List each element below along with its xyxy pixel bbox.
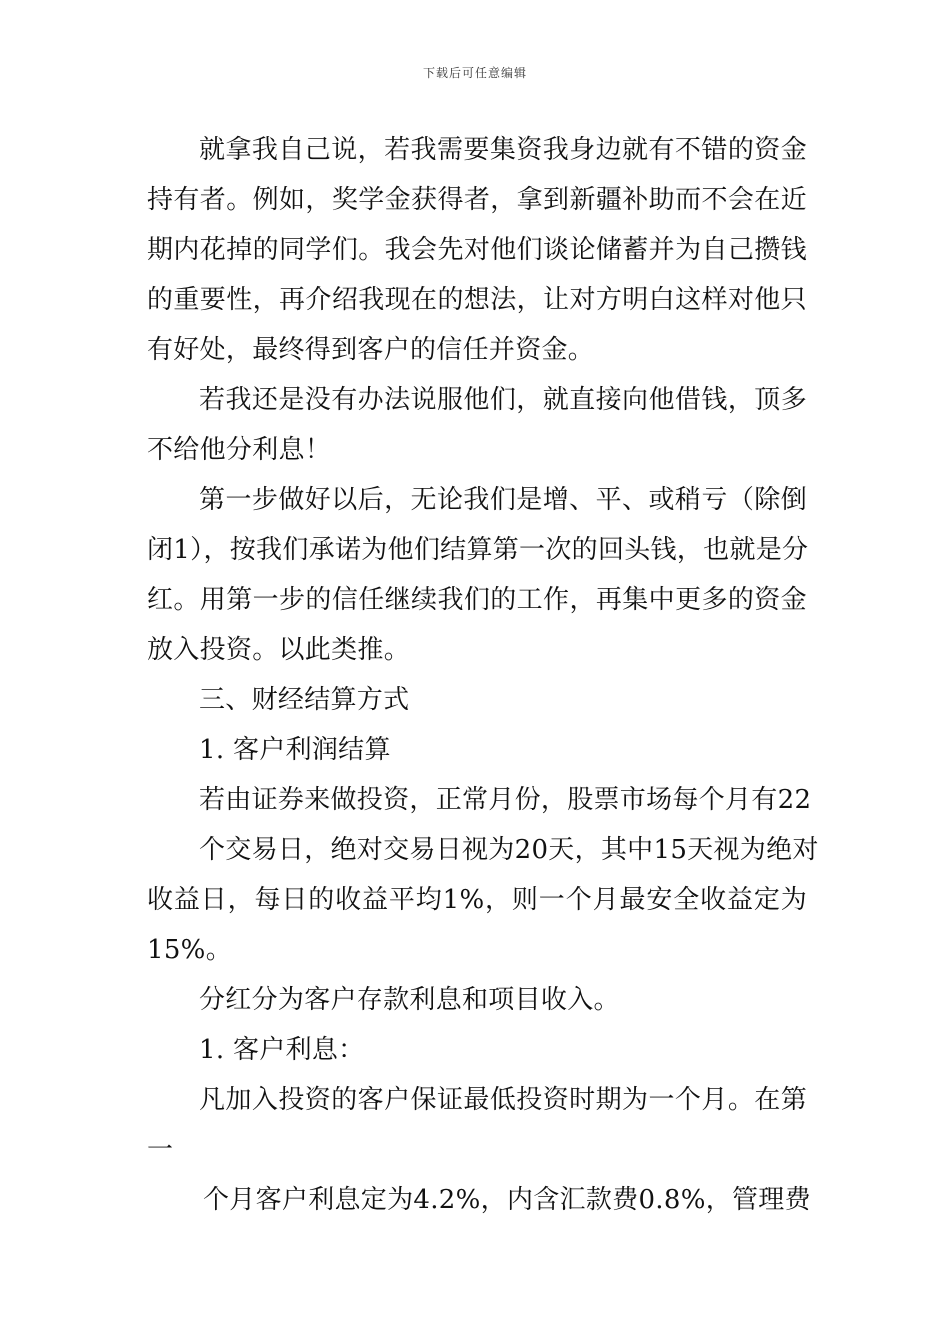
paragraph-line: 分红分为客户存款利息和项目收入。 [199, 985, 620, 1015]
paragraph-line: 个月客户利息定为4.2%，内含汇款费0.8%，管理费 [203, 1185, 811, 1215]
paragraph-line: 持有者。例如，奖学金获得者，拿到新疆补助而不会在近 [147, 185, 807, 215]
paragraph-line: 不给他分利息！ [147, 435, 332, 465]
paragraph-line: 若由证券来做投资，正常月份，股票市场每个月有22 [199, 785, 812, 815]
subsection-heading: 1. 客户利润结算 [199, 735, 391, 765]
paragraph-line: 有好处，最终得到客户的信任并资金。 [147, 335, 595, 365]
paragraph-line: 红。用第一步的信任继续我们的工作，再集中更多的资金 [147, 585, 807, 615]
paragraph-line: 第一步做好以后，无论我们是增、平、或稍亏（除倒 [199, 485, 807, 515]
paragraph-line: 闭1），按我们承诺为他们结算第一次的回头钱，也就是分 [147, 535, 809, 565]
paragraph-line: 收益日，每日的收益平均1%，则一个月最安全收益定为 [147, 885, 807, 915]
paragraph-line: 的重要性，再介绍我现在的想法，让对方明白这样对他只 [147, 285, 807, 315]
paragraph-line: 若我还是没有办法说服他们，就直接向他借钱，顶多 [199, 385, 807, 415]
section-heading: 三、财经结算方式 [199, 685, 410, 715]
page-header: 下载后可任意编辑 [422, 66, 527, 80]
paragraph-line: 一 [147, 1135, 174, 1165]
paragraph-line: 期内花掉的同学们。我会先对他们谈论储蓄并为自己攒钱 [147, 235, 807, 265]
paragraph-line: 15%。 [147, 935, 232, 965]
paragraph-line: 放入投资。以此类推。 [147, 635, 411, 665]
paragraph-line: 凡加入投资的客户保证最低投资时期为一个月。在第 [199, 1085, 807, 1115]
subsection-heading: 1. 客户利息： [199, 1035, 365, 1065]
paragraph-line: 就拿我自己说，若我需要集资我身边就有不错的资金 [199, 135, 807, 165]
paragraph-line: 个交易日，绝对交易日视为20天，其中15天视为绝对 [199, 835, 819, 865]
document-body [147, 125, 819, 1225]
